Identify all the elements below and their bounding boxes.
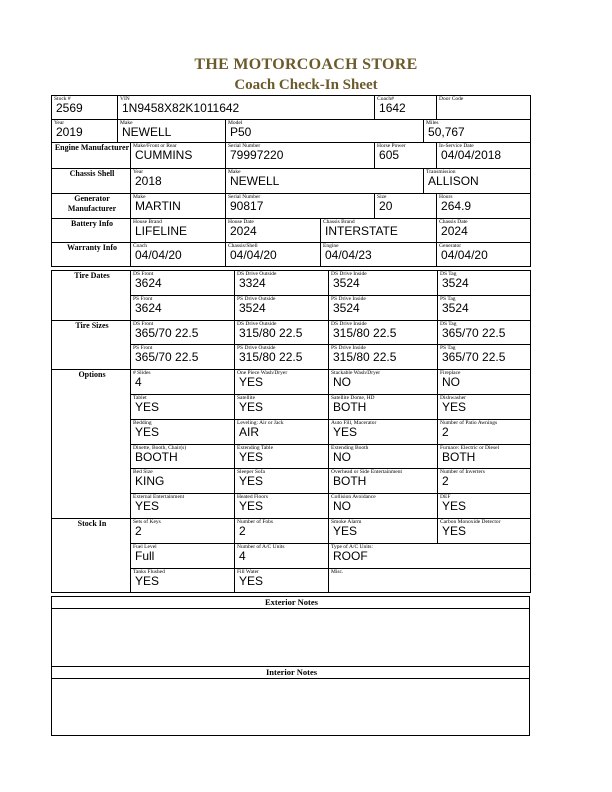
- options-field[interactable]: [131, 370, 235, 395]
- options-field[interactable]: [131, 419, 235, 444]
- coach-number-value: 1642: [379, 101, 406, 115]
- field-value: 365/70 22.5: [442, 350, 506, 365]
- field-label: DEF: [440, 494, 451, 501]
- options-field[interactable]: [131, 444, 235, 469]
- row-chassis: [52, 169, 531, 194]
- exterior-notes-label: Exterior Notes: [52, 597, 530, 609]
- field-label: Leveling: Air or Jack: [237, 419, 284, 426]
- field-label: PS Front: [133, 295, 153, 302]
- field-value: YES: [333, 424, 358, 439]
- stock-in-field[interactable]: [235, 568, 329, 593]
- field-value: YES: [135, 399, 160, 414]
- tire-dates-field[interactable]: [329, 295, 438, 320]
- options-field[interactable]: [235, 469, 329, 494]
- options-field[interactable]: [329, 444, 438, 469]
- tire-sizes-heading: Tire Sizes: [52, 320, 131, 370]
- field-value: 315/80 22.5: [239, 325, 303, 340]
- store-title: THE MOTORCOACH STORE: [194, 56, 418, 73]
- field-value: YES: [239, 375, 264, 390]
- field-label: Number of Fobs: [237, 518, 274, 525]
- detail-grid: [51, 270, 531, 593]
- battery-house-brand-cell[interactable]: House Brand LIFELINE: [131, 219, 226, 243]
- field-label: Bed Size: [133, 469, 153, 476]
- field-label: PS Front: [133, 345, 153, 352]
- tire-dates-field[interactable]: [235, 295, 329, 320]
- tire-sizes-field[interactable]: [131, 345, 235, 370]
- stock-in-field[interactable]: [131, 543, 235, 568]
- field-label: PS Tag: [440, 295, 456, 302]
- field-label: DS Drive Inside: [331, 271, 367, 277]
- options-field[interactable]: [235, 419, 329, 444]
- row-battery: [52, 219, 531, 243]
- field-label: PS Tag: [440, 345, 456, 352]
- notes-section: [51, 596, 530, 736]
- warranty-coach-cell[interactable]: Coach 04/04/20: [131, 243, 226, 267]
- field-label: Collision Avoidance: [331, 494, 376, 501]
- field-value: 2: [239, 523, 246, 538]
- field-label: Number of A/C Units: [237, 543, 285, 550]
- field-label: One Piece Wash/Dryer: [237, 370, 288, 377]
- field-value: 3624: [135, 300, 162, 315]
- options-field[interactable]: [438, 494, 531, 519]
- field-label: Furnace: Electric or Diesel: [440, 444, 500, 451]
- tire-sizes-field[interactable]: [235, 320, 329, 345]
- tire-dates-field[interactable]: [438, 271, 531, 296]
- field-value: YES: [239, 474, 264, 489]
- generator-heading: Generator Manufacturer: [52, 194, 131, 219]
- field-label: External Entertainment: [133, 494, 185, 501]
- field-value: NO: [442, 375, 460, 390]
- tire-sizes-row: [52, 320, 531, 345]
- field-value: 315/80 22.5: [333, 325, 397, 340]
- door-code-cell[interactable]: Door Code: [437, 96, 531, 120]
- tire-dates-field[interactable]: [131, 295, 235, 320]
- field-label: Heated Floors: [237, 494, 269, 501]
- field-value: 4: [135, 375, 142, 390]
- tire-sizes-field[interactable]: [438, 345, 531, 370]
- stock-value: 2569: [56, 101, 83, 115]
- field-label: Dinette, Booth, Chair(s): [133, 444, 187, 451]
- field-label: DS Drive Inside: [331, 320, 367, 327]
- field-value: Full: [135, 548, 155, 563]
- field-value: YES: [135, 424, 160, 439]
- miles-value: 50,767: [428, 125, 465, 139]
- stock-in-field[interactable]: [131, 518, 235, 543]
- field-value: NO: [333, 449, 351, 464]
- field-value: YES: [239, 399, 264, 414]
- stock-in-heading: Stock In: [52, 518, 131, 592]
- tire-sizes-field[interactable]: [329, 320, 438, 345]
- field-value: 3524: [239, 300, 266, 315]
- field-label: Tablet: [133, 394, 147, 401]
- field-label: Extending Booth: [331, 444, 369, 451]
- year-cell[interactable]: Year 2019: [52, 120, 118, 143]
- options-field[interactable]: [438, 370, 531, 395]
- field-value: 315/80 22.5: [333, 350, 397, 365]
- field-label: DS Front: [133, 271, 154, 277]
- model-cell[interactable]: Model P50: [226, 120, 424, 143]
- engine-inservice-cell[interactable]: In-Service Date 04/04/2018: [437, 143, 531, 169]
- field-label: Fireplace: [440, 370, 461, 377]
- options-field[interactable]: [329, 469, 438, 494]
- field-label: # Slides: [133, 370, 151, 377]
- exterior-notes-header-row: [52, 597, 530, 609]
- row-warranty: [52, 243, 531, 267]
- generator-size-cell[interactable]: Size 20: [375, 194, 437, 219]
- field-value: YES: [239, 449, 264, 464]
- generator-serial-cell[interactable]: Serial Number 90817: [226, 194, 375, 219]
- make-value: NEWELL: [122, 125, 172, 139]
- options-field[interactable]: [438, 419, 531, 444]
- options-field[interactable]: [438, 394, 531, 419]
- options-field[interactable]: [131, 469, 235, 494]
- field-value: 3624: [135, 276, 162, 290]
- field-value: YES: [442, 399, 467, 414]
- options-row: [52, 370, 531, 395]
- tire-dates-field[interactable]: [131, 271, 235, 296]
- tire-dates-field[interactable]: [235, 271, 329, 296]
- field-value: 3524: [333, 276, 360, 290]
- field-label: Type of A/C Units:: [331, 543, 373, 550]
- field-label: Extending Table: [237, 444, 274, 451]
- tire-sizes-field[interactable]: [329, 345, 438, 370]
- field-value: 365/70 22.5: [442, 325, 506, 340]
- options-field[interactable]: [235, 370, 329, 395]
- field-label: PS Drive Outside: [237, 345, 276, 352]
- chassis-trans-cell[interactable]: Transmission ALLISON: [424, 169, 531, 194]
- field-label: Sets of Keys: [133, 518, 161, 525]
- field-value: 3524: [442, 300, 469, 315]
- stock-in-row: [52, 518, 531, 543]
- stock-in-field[interactable]: [235, 543, 329, 568]
- field-value: 315/80 22.5: [239, 350, 303, 365]
- vin-cell[interactable]: VIN 1N9458X82K1011642: [118, 96, 375, 120]
- field-value: YES: [442, 499, 467, 514]
- field-label: Overhead or Side Entertainment: [331, 469, 403, 476]
- stock-in-field[interactable]: [438, 518, 531, 543]
- tire-dates-field[interactable]: [329, 271, 438, 296]
- options-field[interactable]: [329, 494, 438, 519]
- tire-sizes-field[interactable]: [438, 320, 531, 345]
- tire-dates-field[interactable]: [438, 295, 531, 320]
- sheet-title: Coach Check-In Sheet: [234, 77, 378, 93]
- make-cell[interactable]: Make NEWELL: [118, 120, 226, 143]
- field-value: KING: [135, 474, 165, 489]
- engine-serial-cell[interactable]: Serial Number 79997220: [226, 143, 375, 169]
- chassis-heading: Chassis Shell: [52, 169, 131, 194]
- stock-in-field[interactable]: [329, 543, 531, 568]
- options-field[interactable]: [329, 394, 438, 419]
- field-label: Dishwasher: [440, 394, 466, 401]
- field-value: 3324: [239, 276, 266, 290]
- field-label: Fuel Level: [133, 543, 157, 550]
- battery-house-date-cell[interactable]: House Date 2024: [226, 219, 321, 243]
- field-label: PS Drive Outside: [237, 295, 276, 302]
- row-year-make: [52, 120, 531, 143]
- model-value: P50: [230, 125, 252, 139]
- exterior-notes-field[interactable]: [52, 609, 530, 667]
- field-value: 2: [442, 474, 449, 489]
- exterior-notes-row: [52, 609, 530, 667]
- stock-in-field[interactable]: [131, 568, 235, 593]
- tire-sizes-field[interactable]: [131, 320, 235, 345]
- field-value: YES: [442, 523, 467, 538]
- tire-dates-heading: Tire Dates: [52, 271, 131, 321]
- battery-heading: Battery Info: [52, 219, 131, 243]
- field-value: 3524: [333, 300, 360, 315]
- stock-in-field[interactable]: [329, 568, 531, 593]
- stock-cell[interactable]: Stock # 2569: [52, 96, 118, 120]
- warranty-generator-cell[interactable]: Generator 04/04/20: [437, 243, 531, 267]
- field-label: DS Drive Outside: [237, 320, 277, 327]
- field-value: BOTH: [333, 399, 367, 414]
- field-label: DS Tag: [440, 320, 457, 327]
- field-label: Number of Inverters: [440, 469, 485, 476]
- field-label: Smoke Alarm: [331, 518, 362, 525]
- field-label: Satellite Dome, HD: [331, 394, 375, 401]
- interior-notes-label: Interior Notes: [52, 667, 530, 679]
- field-label: Stackable Wash/Dryer: [331, 370, 381, 377]
- options-field[interactable]: [438, 469, 531, 494]
- field-value: BOTH: [333, 474, 367, 489]
- field-value: YES: [239, 573, 264, 588]
- field-label: Satellite: [237, 394, 256, 401]
- options-field[interactable]: [235, 494, 329, 519]
- row-stock-vin: [52, 96, 531, 120]
- interior-notes-row: [52, 679, 530, 736]
- field-value: 2: [442, 424, 449, 439]
- field-label: DS Drive Outside: [237, 271, 277, 277]
- engine-heading: Engine Manufacturer: [52, 143, 131, 169]
- field-value: AIR: [239, 424, 260, 439]
- field-label: PS Drive Inside: [331, 345, 366, 352]
- options-field[interactable]: [329, 370, 438, 395]
- options-heading: Options: [52, 370, 131, 519]
- warranty-heading: Warranty Info: [52, 243, 131, 267]
- field-label: Number of Patio Awnings: [440, 419, 498, 426]
- battery-chassis-brand-cell[interactable]: Chassis Brand INTERSTATE: [321, 219, 437, 243]
- field-label: Sleeper Sofa: [237, 469, 265, 476]
- field-value: ROOF: [333, 548, 368, 563]
- field-label: Tanks Flushed: [133, 568, 165, 575]
- tire-sizes-field[interactable]: [235, 345, 329, 370]
- row-engine: [52, 143, 531, 169]
- field-value: 4: [239, 548, 246, 563]
- field-label: Auto Fill, Macerator: [331, 419, 377, 426]
- field-label: Bedding: [133, 419, 152, 426]
- field-value: NO: [333, 375, 351, 390]
- field-value: 365/70 22.5: [135, 325, 199, 340]
- options-field[interactable]: [438, 444, 531, 469]
- coach-number-cell[interactable]: Coach# 1642: [375, 96, 437, 120]
- options-field[interactable]: [235, 444, 329, 469]
- field-value: 365/70 22.5: [135, 350, 199, 365]
- generator-make-cell[interactable]: Make MARTIN: [131, 194, 226, 219]
- field-label: DS Front: [133, 320, 154, 327]
- generator-hours-cell[interactable]: Hours 264.9: [437, 194, 531, 219]
- field-label: Carbon Monoxide Detector: [440, 518, 501, 525]
- field-value: BOOTH: [135, 449, 178, 464]
- field-value: YES: [333, 523, 358, 538]
- interior-notes-field[interactable]: [52, 679, 530, 736]
- chassis-make-cell[interactable]: Make NEWELL: [226, 169, 424, 194]
- stock-in-field[interactable]: [235, 518, 329, 543]
- battery-chassis-date-cell[interactable]: Chassis Date 2024: [437, 219, 531, 243]
- field-value: BOTH: [442, 449, 476, 464]
- vin-value: 1N9458X82K1011642: [122, 101, 240, 115]
- miles-cell[interactable]: Miles 50,767: [424, 120, 531, 143]
- warranty-chassis-cell[interactable]: Chassis/Shell 04/04/20: [226, 243, 321, 267]
- engine-make-cell[interactable]: Make/Front or Rear CUMMINS: [131, 143, 226, 169]
- interior-notes-header-row: [52, 667, 530, 679]
- field-label: Misc.: [331, 568, 344, 575]
- field-label: DS Tag: [440, 271, 457, 277]
- warranty-engine-cell[interactable]: Engine 04/04/23: [321, 243, 437, 267]
- check-in-form: [51, 95, 531, 267]
- options-field[interactable]: [131, 494, 235, 519]
- field-value: 2: [135, 523, 142, 538]
- field-label: PS Drive Inside: [331, 295, 366, 302]
- stock-in-field[interactable]: [329, 518, 438, 543]
- field-label: Fill Water: [237, 568, 259, 575]
- options-field[interactable]: [131, 394, 235, 419]
- field-value: NO: [333, 499, 351, 514]
- field-value: YES: [135, 573, 160, 588]
- options-field[interactable]: [329, 419, 438, 444]
- year-value: 2019: [56, 125, 83, 139]
- field-value: YES: [135, 499, 160, 514]
- chassis-year-cell[interactable]: Year 2018: [131, 169, 226, 194]
- tire-dates-row: [52, 271, 531, 296]
- engine-hp-cell[interactable]: Horse Power 605: [375, 143, 437, 169]
- options-field[interactable]: [235, 394, 329, 419]
- row-generator: [52, 194, 531, 219]
- field-value: YES: [239, 499, 264, 514]
- field-value: 3524: [442, 276, 469, 290]
